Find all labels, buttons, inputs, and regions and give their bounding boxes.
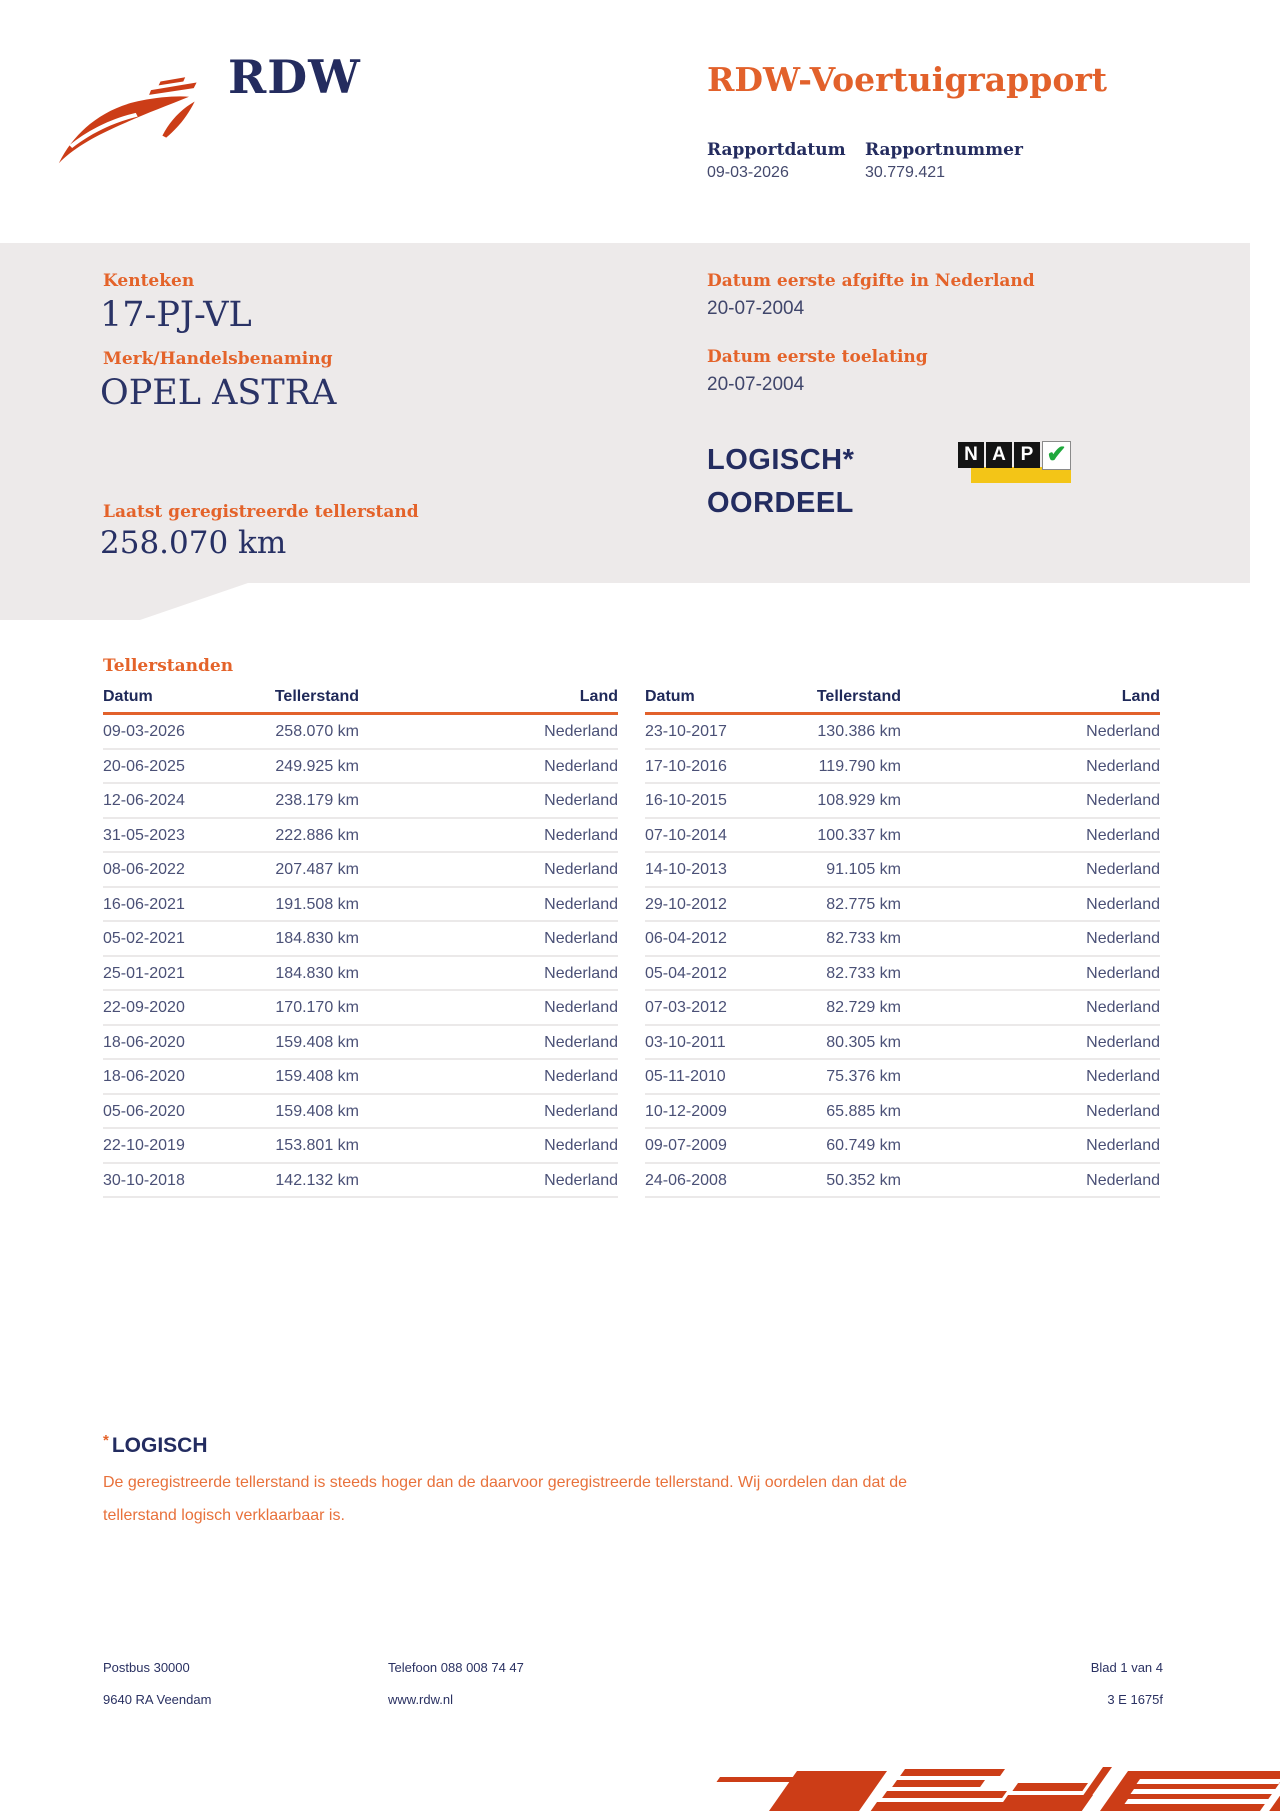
page-title: RDW-Voertuigrapport <box>707 60 1107 99</box>
table-row <box>103 1026 618 1061</box>
kenteken-value: 17-PJ-VL <box>100 295 252 335</box>
cell-datum: 30-10-2018 <box>103 1171 185 1189</box>
cell-land: Nederland <box>1086 1171 1160 1189</box>
tellerstanden-table-right <box>645 688 1160 1198</box>
cell-tellerstand: 184.830 km <box>275 930 359 947</box>
report-number-value: 30.779.421 <box>865 164 946 181</box>
cell-land: Nederland <box>544 1033 618 1051</box>
cell-tellerstand: 119.790 km <box>818 757 901 775</box>
table-row <box>645 750 1160 785</box>
table-row <box>645 991 1160 1026</box>
cell-datum: 06-04-2012 <box>645 930 727 947</box>
table-row <box>103 819 618 854</box>
cell-datum: 09-03-2026 <box>103 723 185 740</box>
rdw-wing-logo-icon <box>56 74 208 166</box>
cell-tellerstand: 222.886 km <box>275 826 359 844</box>
cell-tellerstand: 82.733 km <box>826 964 901 982</box>
cell-tellerstand: 207.487 km <box>275 861 359 878</box>
cell-datum: 05-11-2010 <box>645 1068 726 1085</box>
cell-datum: 07-03-2012 <box>645 999 727 1016</box>
table-row <box>645 1060 1160 1095</box>
cell-tellerstand: 80.305 km <box>826 1033 901 1051</box>
merk-value: OPEL ASTRA <box>100 373 337 413</box>
table-row <box>103 1129 618 1164</box>
footer-address-line1: Postbus 30000 <box>103 1660 190 1675</box>
table-row <box>103 750 618 785</box>
cell-datum: 07-10-2014 <box>645 826 727 844</box>
cell-land: Nederland <box>544 930 618 947</box>
table-row <box>103 853 618 888</box>
cell-land: Nederland <box>1086 826 1160 844</box>
cell-datum: 08-06-2022 <box>103 861 185 878</box>
cell-tellerstand: 184.830 km <box>275 964 359 982</box>
cell-tellerstand: 82.729 km <box>826 999 901 1016</box>
oordeel-line1: LOGISCH* <box>707 444 855 476</box>
cell-datum: 05-02-2021 <box>103 930 185 947</box>
table-row <box>103 1060 618 1095</box>
logo-wordmark: RDW <box>228 50 361 104</box>
footer-website: www.rdw.nl <box>388 1692 454 1707</box>
nap-checkmark-icon: ✔ <box>1042 441 1071 470</box>
cell-land: Nederland <box>1086 792 1160 809</box>
nap-logo <box>958 441 1076 489</box>
footnote-title: LOGISCH <box>111 1434 208 1457</box>
cell-datum: 25-01-2021 <box>103 964 185 982</box>
cell-land: Nederland <box>1086 1137 1160 1154</box>
table-row <box>645 957 1160 992</box>
cell-land: Nederland <box>544 1171 618 1189</box>
report-number-label: Rapportnummer <box>865 140 1023 160</box>
footer-form-code: 3 E 1675f <box>1107 1692 1163 1707</box>
cell-tellerstand: 249.925 km <box>275 757 359 775</box>
cell-datum: 05-06-2020 <box>103 1102 185 1120</box>
col-header-datum: Datum <box>103 688 153 705</box>
cell-tellerstand: 75.376 km <box>826 1068 901 1085</box>
table-row <box>103 715 618 750</box>
cell-land: Nederland <box>1086 1033 1160 1051</box>
speed-lines-graphic <box>700 1763 1280 1811</box>
cell-tellerstand: 82.733 km <box>826 930 901 947</box>
cell-datum: 16-10-2015 <box>645 792 727 809</box>
table-row <box>645 888 1160 923</box>
nap-letter-p: P <box>1014 442 1040 468</box>
cell-land: Nederland <box>544 964 618 982</box>
cell-datum: 18-06-2020 <box>103 1033 185 1051</box>
report-date-value: 09-03-2026 <box>707 164 789 181</box>
nap-letter-n: N <box>958 442 984 468</box>
cell-datum: 20-06-2025 <box>103 757 185 775</box>
cell-land: Nederland <box>1086 895 1160 913</box>
cell-land: Nederland <box>544 861 618 878</box>
cell-tellerstand: 159.408 km <box>275 1102 359 1120</box>
cell-land: Nederland <box>544 757 618 775</box>
cell-tellerstand: 238.179 km <box>275 792 359 809</box>
kenteken-label: Kenteken <box>103 271 195 291</box>
table-row <box>103 922 618 957</box>
cell-datum: 29-10-2012 <box>645 895 727 913</box>
cell-tellerstand: 108.929 km <box>817 792 901 809</box>
table-row <box>103 991 618 1026</box>
table-row <box>645 819 1160 854</box>
col-header-tellerstand: Tellerstand <box>274 688 359 705</box>
cell-land: Nederland <box>1086 1102 1160 1120</box>
afgifte-value: 20-07-2004 <box>707 298 805 319</box>
table-row <box>103 957 618 992</box>
table-row <box>103 1095 618 1130</box>
cell-land: Nederland <box>544 1102 618 1120</box>
toelating-label: Datum eerste toelating <box>707 347 928 367</box>
cell-datum: 14-10-2013 <box>645 861 727 878</box>
laatste-tellerstand-value: 258.070 km <box>100 525 287 561</box>
table-row <box>645 853 1160 888</box>
table-row <box>645 1164 1160 1199</box>
afgifte-label: Datum eerste afgifte in Nederland <box>707 271 1035 291</box>
cell-datum: 05-04-2012 <box>645 964 727 982</box>
table-row <box>103 1164 618 1199</box>
cell-tellerstand: 258.070 km <box>275 723 359 740</box>
cell-land: Nederland <box>1086 930 1160 947</box>
footnote-asterisk: * <box>103 1432 109 1449</box>
cell-datum: 18-06-2020 <box>103 1068 185 1085</box>
cell-datum: 17-10-2016 <box>645 757 727 775</box>
cell-tellerstand: 50.352 km <box>826 1171 901 1189</box>
cell-tellerstand: 91.105 km <box>826 861 901 878</box>
table-row <box>645 1095 1160 1130</box>
cell-land: Nederland <box>544 723 618 740</box>
tellerstanden-table-left <box>103 688 618 1198</box>
cell-datum: 24-06-2008 <box>645 1171 727 1189</box>
cell-datum: 16-06-2021 <box>103 895 185 913</box>
laatste-tellerstand-label: Laatst geregistreerde tellerstand <box>103 502 419 522</box>
cell-land: Nederland <box>544 826 618 844</box>
cell-land: Nederland <box>544 1137 618 1154</box>
cell-datum: 22-10-2019 <box>103 1137 185 1154</box>
col-header-datum: Datum <box>645 688 695 705</box>
table-row <box>645 1129 1160 1164</box>
merk-label: Merk/Handelsbenaming <box>103 349 333 369</box>
cell-tellerstand: 170.170 km <box>275 999 359 1016</box>
cell-datum: 09-07-2009 <box>645 1137 727 1154</box>
cell-land: Nederland <box>1086 964 1160 982</box>
footnote-heading <box>103 1432 208 1458</box>
cell-datum: 23-10-2017 <box>645 723 727 740</box>
cell-tellerstand: 100.337 km <box>817 826 901 844</box>
cell-land: Nederland <box>1086 861 1160 878</box>
cell-land: Nederland <box>544 1068 618 1085</box>
cell-datum: 12-06-2024 <box>103 792 185 809</box>
cell-tellerstand: 65.885 km <box>826 1102 901 1120</box>
table-row <box>645 784 1160 819</box>
cell-tellerstand: 153.801 km <box>275 1137 359 1154</box>
cell-tellerstand: 60.749 km <box>826 1137 901 1154</box>
cell-tellerstand: 191.508 km <box>275 895 359 913</box>
cell-tellerstand: 159.408 km <box>275 1068 359 1085</box>
tellerstanden-heading: Tellerstanden <box>103 656 234 676</box>
cell-datum: 10-12-2009 <box>645 1102 727 1120</box>
footnote-text: De geregistreerde tellerstand is steeds hoger dan de daarvoor geregistreerde tellerstand. Wij oordelen dan dat de tellerstand logisch verklaarbaar is. <box>103 1474 908 1524</box>
cell-tellerstand: 130.386 km <box>817 723 901 740</box>
table-row <box>645 715 1160 750</box>
cell-land: Nederland <box>1086 723 1160 740</box>
table-row <box>103 888 618 923</box>
nap-letter-a: A <box>986 442 1012 468</box>
toelating-value: 20-07-2004 <box>707 374 805 395</box>
table-row <box>645 922 1160 957</box>
col-header-land: Land <box>1121 688 1160 705</box>
oordeel-line2: OORDEEL <box>707 487 854 519</box>
cell-tellerstand: 82.775 km <box>826 895 901 913</box>
cell-land: Nederland <box>544 999 618 1016</box>
cell-tellerstand: 159.408 km <box>275 1033 359 1051</box>
cell-datum: 03-10-2011 <box>645 1033 726 1051</box>
table-row <box>645 1026 1160 1061</box>
cell-land: Nederland <box>544 895 618 913</box>
cell-land: Nederland <box>1086 999 1160 1016</box>
cell-land: Nederland <box>1086 1068 1160 1085</box>
col-header-tellerstand: Tellerstand <box>816 688 901 705</box>
col-header-land: Land <box>579 688 618 705</box>
report-date-label: Rapportdatum <box>707 140 846 160</box>
cell-datum: 22-09-2020 <box>103 999 185 1016</box>
table-header-row <box>103 688 618 715</box>
table-header-row <box>645 688 1160 715</box>
footer-page-number: Blad 1 van 4 <box>1090 1660 1163 1675</box>
cell-land: Nederland <box>544 792 618 809</box>
cell-land: Nederland <box>1086 757 1160 775</box>
footer-address-line2: 9640 RA Veendam <box>103 1692 212 1707</box>
cell-tellerstand: 142.132 km <box>275 1171 359 1189</box>
cell-datum: 31-05-2023 <box>103 826 185 844</box>
footer-phone: Telefoon 088 008 74 47 <box>388 1660 524 1675</box>
table-row <box>103 784 618 819</box>
